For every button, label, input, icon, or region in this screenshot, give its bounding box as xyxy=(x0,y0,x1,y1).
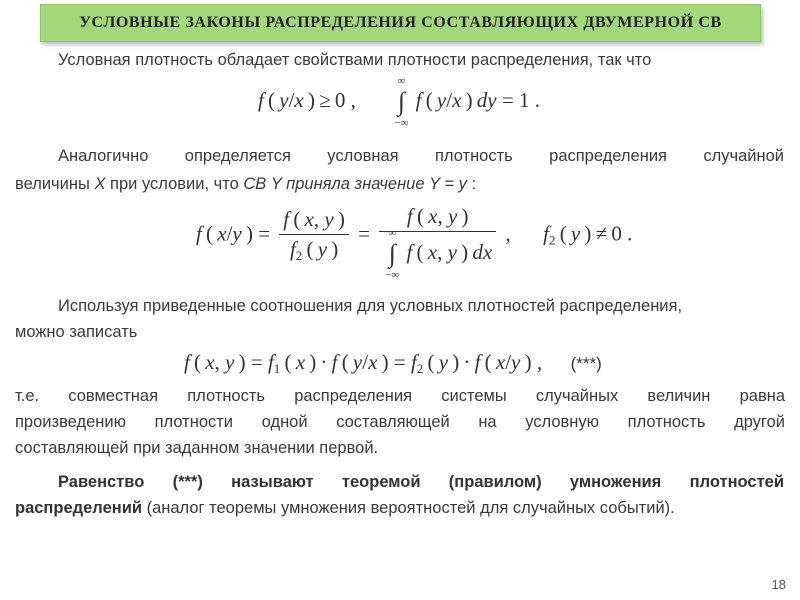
paragraph-5-cont xyxy=(15,496,785,520)
paragraph-2-line-1: Аналогично определяется условная плотность распределения случайной xyxy=(58,147,784,165)
fraction-1: $\frac{f ( x, y )}{f_2 ( y )}$ xyxy=(279,207,349,264)
paragraph-2-cont xyxy=(15,172,785,196)
paragraph-1 xyxy=(58,48,758,72)
paragraph-3 xyxy=(58,294,784,318)
paragraph-4-line-1: т.е. совместная плотность распределения системы случайных величин равна xyxy=(15,387,785,405)
paragraph-5-line-2-bold: распределений xyxy=(15,499,142,517)
formula-tag: (***) xyxy=(570,354,602,373)
paragraph-2-line-2b: при условии, что xyxy=(105,175,244,193)
paragraph-3-cont xyxy=(15,320,785,344)
paragraph-2-line-2d: : xyxy=(466,175,477,193)
paragraph-3-line-2: можно записать xyxy=(15,323,138,341)
slide-title: УСЛОВНЫЕ ЗАКОНЫ РАСПРЕДЕЛЕНИЯ СОСТАВЛЯЮЩИХ ДВУМЕРНОЙ СВ xyxy=(79,14,722,31)
integral-symbol: ∞ ∫ −∞ xyxy=(394,75,409,130)
variable-x: X xyxy=(94,175,106,193)
paragraph-2-line-2c: СВ Y приняла значение Y = y xyxy=(243,175,467,193)
paragraph-5 xyxy=(58,470,784,494)
paragraph-3-line-1: Используя приведенные соотношения для условных плотностей распределения, xyxy=(58,297,683,315)
paragraph-1-text: Условная плотность обладает свойствами плотности распределения, так что xyxy=(58,51,652,69)
fraction-2: f ( x, y ) ∞ ∫ −∞ f ( x, y ) dx xyxy=(379,204,496,267)
paragraph-2 xyxy=(58,144,784,168)
paragraph-4-l2 xyxy=(15,410,785,434)
paragraph-4-line-3: составляющей при заданном значении первой. xyxy=(15,439,379,457)
paragraph-5-line-2-rest: (аналог теоремы умножения вероятностей для случайных событий). xyxy=(142,499,675,517)
slide-title-bar xyxy=(40,4,761,42)
paragraph-2-line-2a: величины xyxy=(15,175,95,193)
paragraph-5-line-1: Равенство (***) называют теоремой (правилом) умножения плотностей xyxy=(58,473,784,491)
page-number: 18 xyxy=(771,577,786,592)
formula-conditional-density: f ( x/y ) = $\frac{f ( x, y )}{f_2 ( y )}$ = f ( x, y ) ∞ ∫ −∞ f ( x, y ) dx , $f_2$ ( y ) ≠ 0 . xyxy=(196,204,633,282)
formula-multiplication: f ( x, y ) = $f_1$ ( x ) · f ( y/x ) = $f_2$ ( y ) · f ( x/y ) , (***) xyxy=(184,350,602,376)
paragraph-4-line-2: произведению плотности одной составляющей на условную плотность другой xyxy=(15,413,785,431)
paragraph-4 xyxy=(15,384,785,408)
paragraph-4-l3 xyxy=(15,436,785,460)
formula-density-properties: f ( y/x ) ≥ 0 , ∞ ∫ −∞ f ( y/x ) dy = 1 . xyxy=(258,75,540,130)
